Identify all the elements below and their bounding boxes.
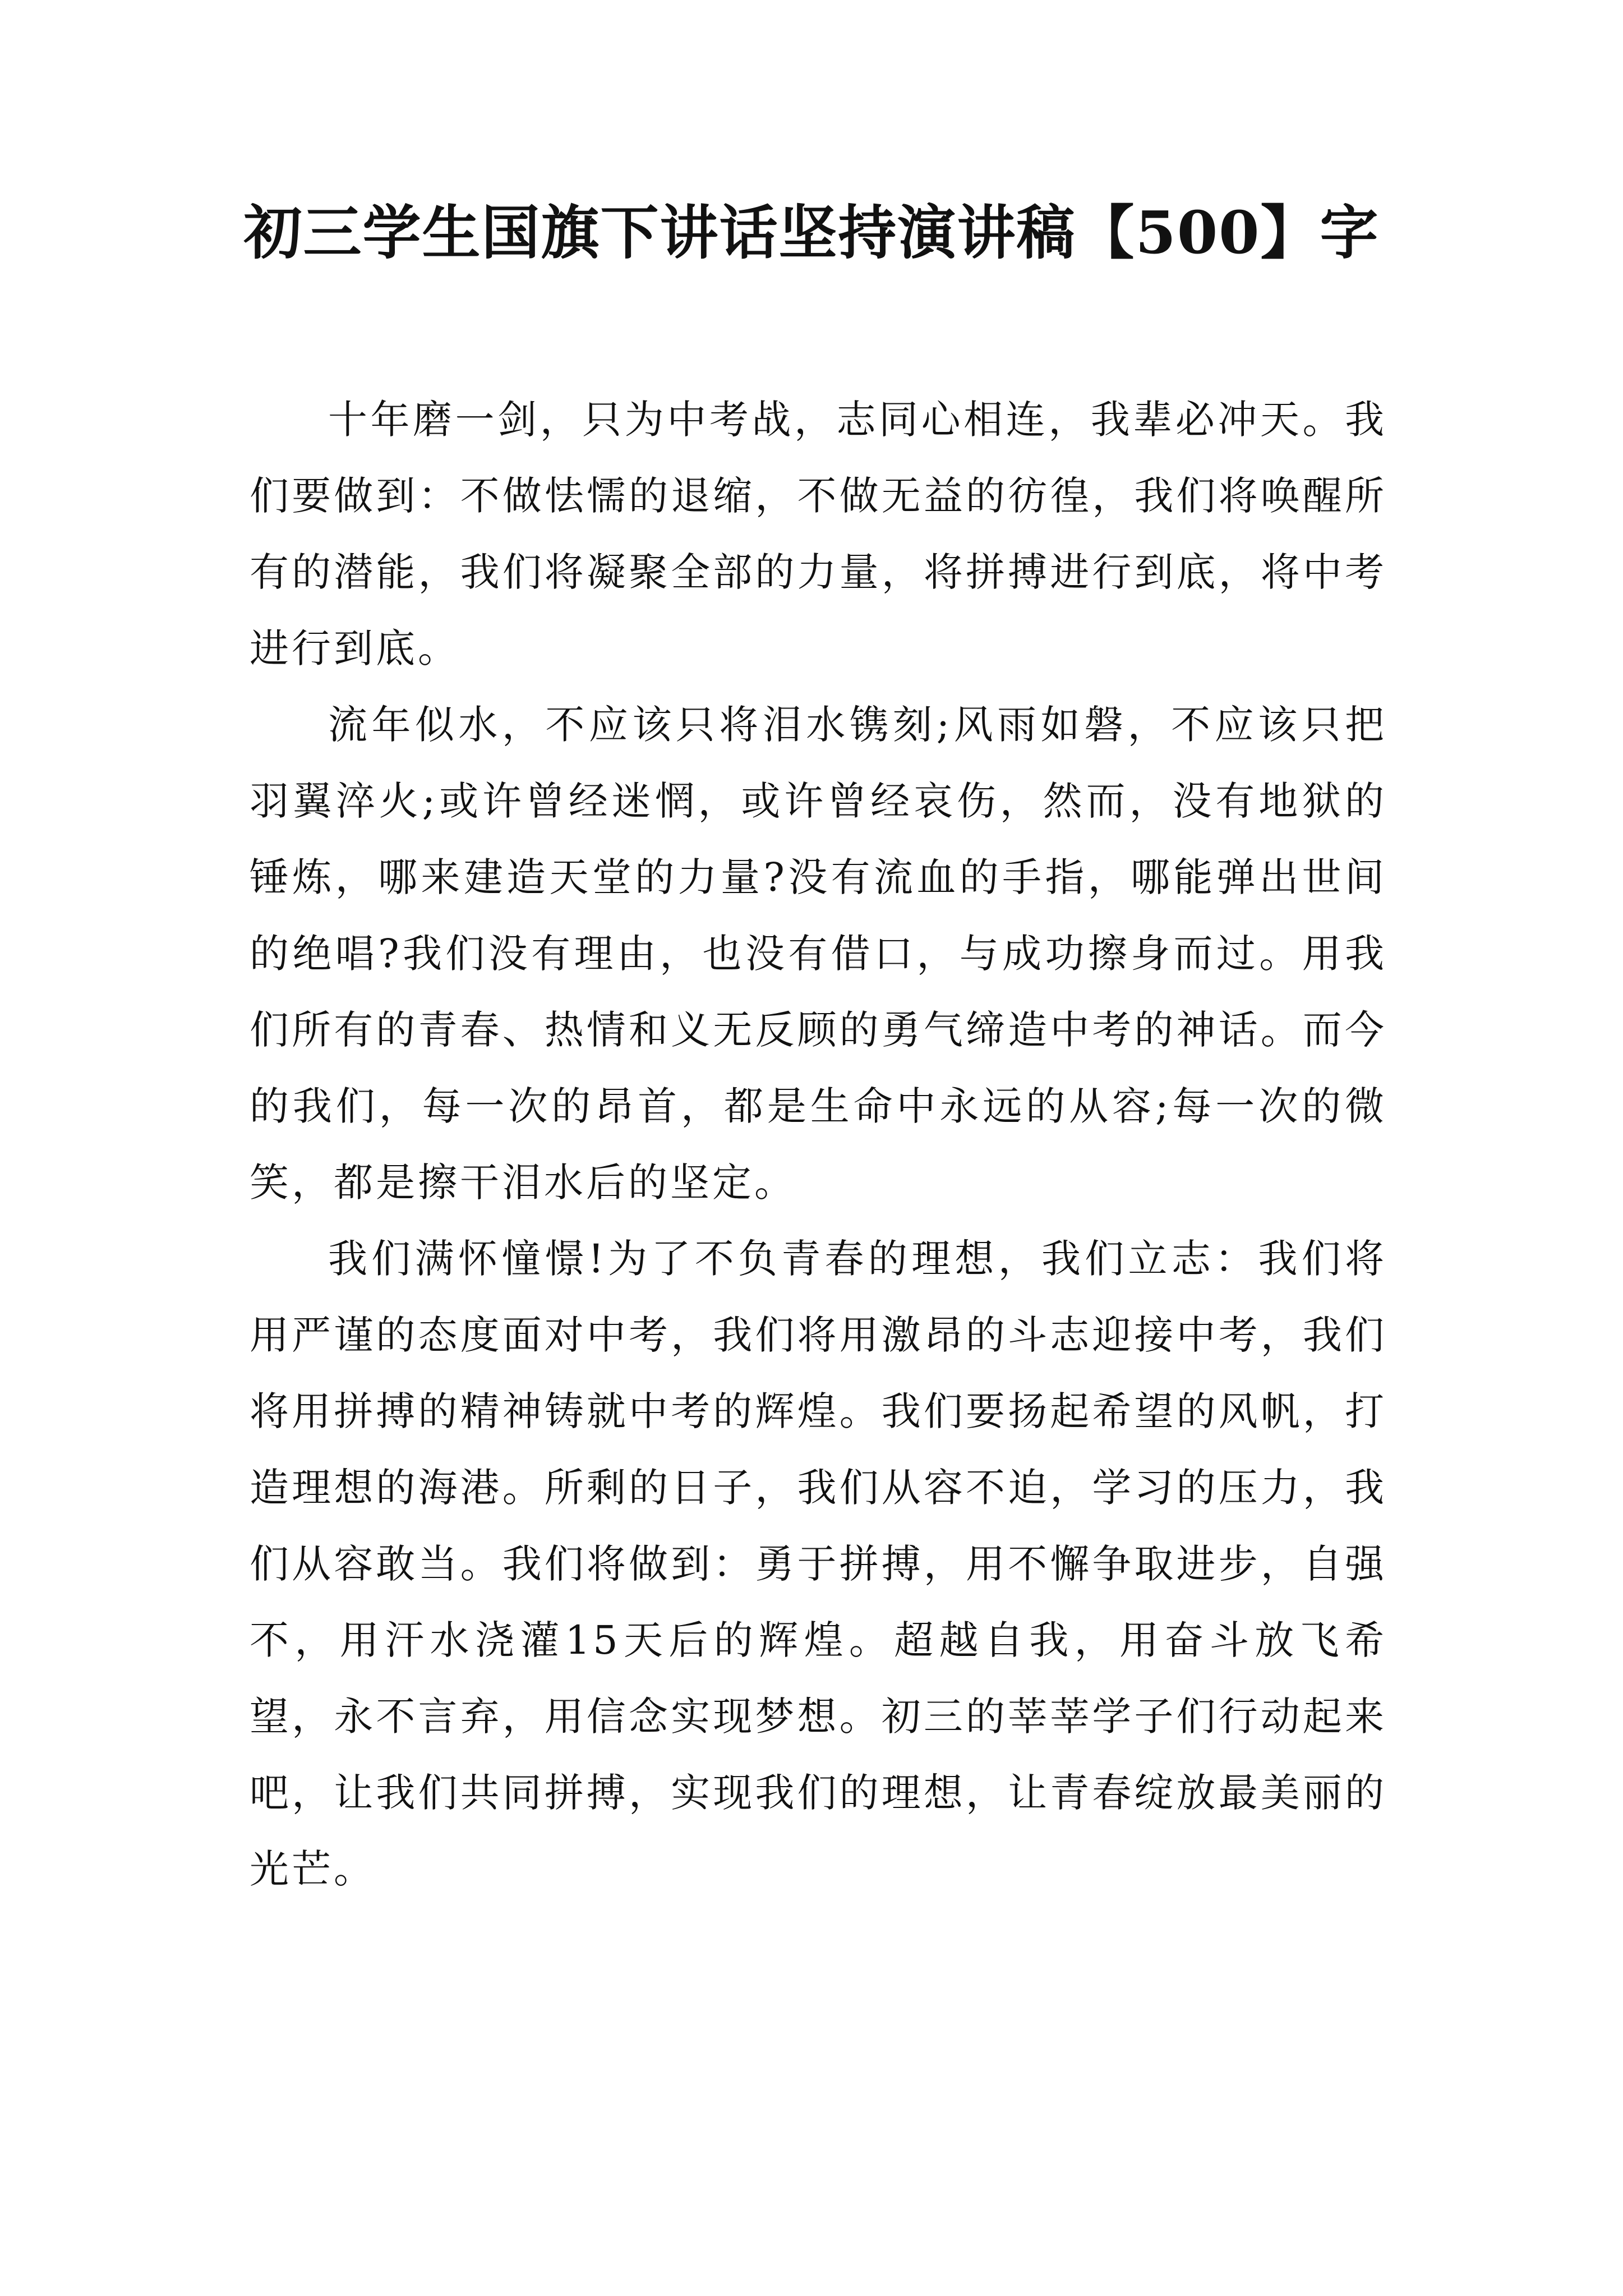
paragraph-2: 流年似水，不应该只将泪水镌刻;风雨如磐，不应该只把羽翼淬火;或许曾经迷惘，或许曾经哀伤，然而，没有地狱的锤炼，哪来建造天堂的力量?没有流血的手指，哪能弹出世间的绝唱?我们没有理由，也没有借口，与成功擦身而过。用我们所有的青春、热情和义无反顾的勇气缔造中考的神话。而今的我们，每一次的昂首，都是生命中永远的从容;每一次的微笑，都是擦干泪水后的坚定。 (250, 702, 1387, 1205)
paragraph-1: 十年磨一剑，只为中考战，志同心相连，我辈必冲天。我们要做到：不做怯懦的退缩，不做无益的彷徨，我们将唤醒所有的潜能，我们将凝聚全部的力量，将拼搏进行到底，将中考进行到底。 (250, 397, 1387, 671)
document-title: 初三学生国旗下讲话坚持演讲稿【500】字 (243, 198, 1380, 267)
paragraph-3: 我们满怀憧憬!为了不负青春的理想，我们立志：我们将用严谨的态度面对中考，我们将用激昂的斗志迎接中考，我们将用拼搏的精神铸就中考的辉煌。我们要扬起希望的风帆，打造理想的海港。所剩的日子，我们从容不迫，学习的压力，我们从容敢当。我们将做到：勇于拼搏，用不懈争取进步，自强不，用汗水浇灌15天后的辉煌。超越自我，用奋斗放飞希望，永不言弃，用信念实现梦想。初三的莘莘学子们行动起来吧，让我们共同拼搏，实现我们的理想，让青春绽放最美丽的光芒。 (250, 1236, 1387, 1892)
document-body (250, 381, 1387, 1907)
